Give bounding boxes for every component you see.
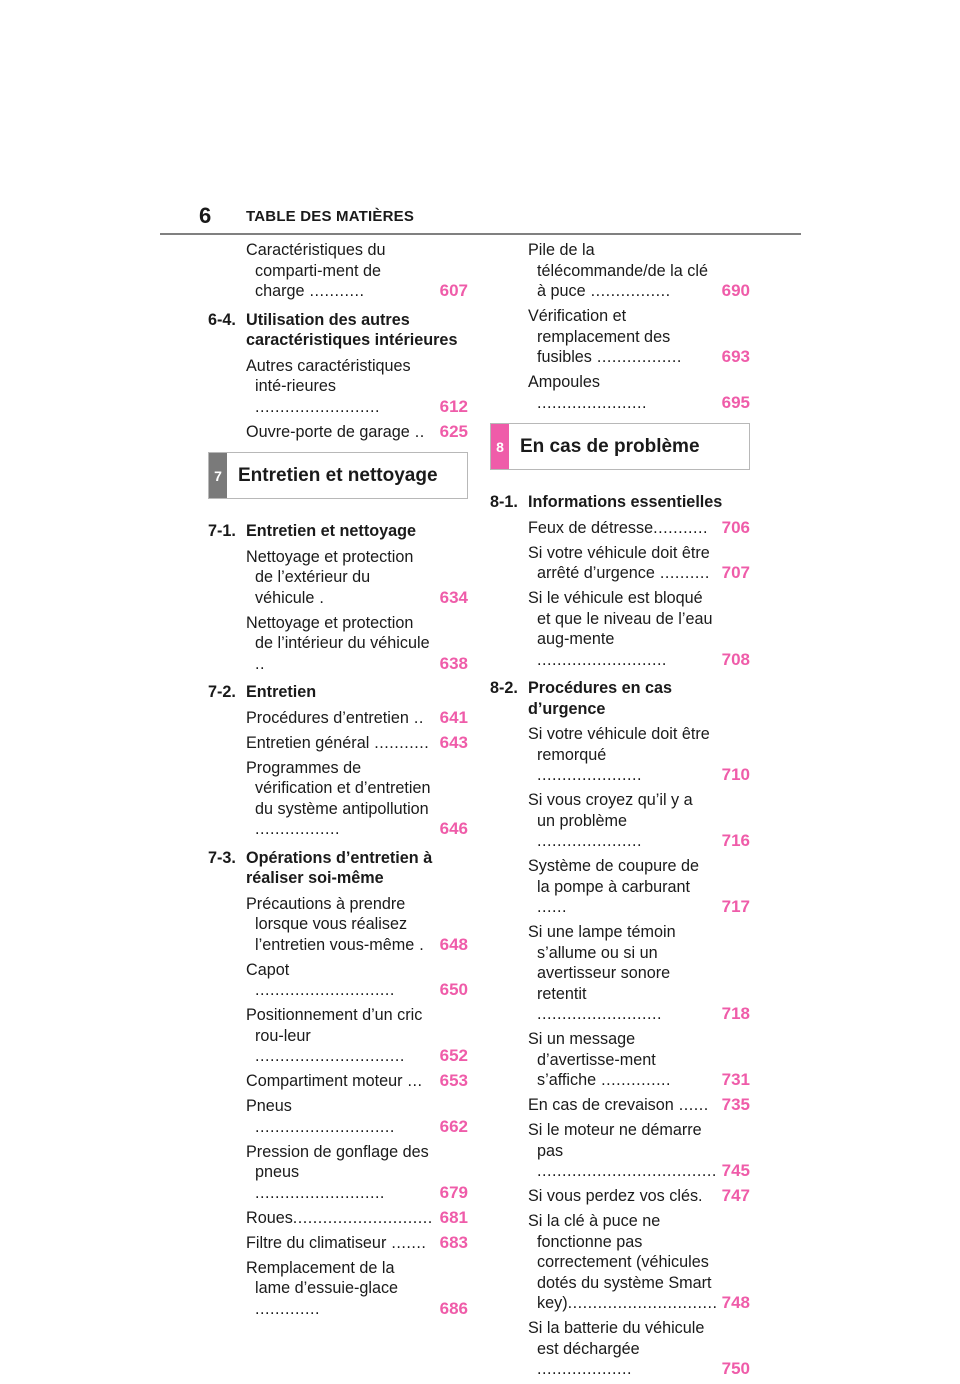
toc-leader-dots: .............................. <box>567 1294 718 1312</box>
page-title: TABLE DES MATIÈRES <box>246 208 415 225</box>
toc-leader-dots: .............................. <box>255 1047 405 1065</box>
toc-group-number: 8-1. <box>490 493 518 511</box>
toc-entry-label <box>246 1208 432 1229</box>
section-8-tab: 8 <box>491 424 509 469</box>
toc-entry-label <box>528 372 714 413</box>
toc-entry-label <box>528 306 714 368</box>
toc-entry-label <box>528 790 714 852</box>
toc-entry-text: Précautions à prendre lorsque vous réalisez l’entretien vous-même <box>246 894 415 954</box>
toc-entry-text: Programmes de vérification et d’entretien du système antipollution <box>246 758 431 818</box>
toc-page-link[interactable]: 652 <box>439 1046 468 1065</box>
toc-page-link[interactable]: 679 <box>439 1182 468 1202</box>
toc-page-link[interactable]: 612 <box>439 396 468 416</box>
toc-entry-label <box>528 1095 714 1116</box>
toc-leader-dots: ............................ <box>292 1208 433 1227</box>
toc-entry-label <box>528 1186 714 1207</box>
toc-entry-label <box>246 356 432 418</box>
toc-group-heading <box>490 492 750 513</box>
toc-entry-label <box>246 422 432 443</box>
toc-entry[interactable] <box>528 922 750 1025</box>
toc-entry-label <box>246 733 432 754</box>
toc-entry-label <box>528 856 714 918</box>
toc-entry-label <box>246 1142 432 1204</box>
toc-leader-dots: .. <box>408 708 424 727</box>
toc-group-6-4 <box>208 310 468 443</box>
toc-group-7-2 <box>208 682 468 840</box>
toc-leader-dots: ... <box>402 1072 423 1090</box>
toc-entry[interactable] <box>246 894 468 956</box>
toc-entry[interactable] <box>246 758 468 840</box>
toc-entry[interactable] <box>246 1096 468 1137</box>
toc-entry-text: Caractéristiques du comparti-ment de charge <box>246 241 386 300</box>
toc-entry-label <box>528 543 714 584</box>
toc-entry[interactable] <box>246 356 468 418</box>
toc-entry-text: Si le moteur ne démarre pas <box>528 1121 702 1160</box>
toc-entry-label <box>528 922 714 1025</box>
toc-entry-text: Si votre véhicule doit être remorqué <box>528 725 710 764</box>
toc-leader-dots: .. <box>409 422 425 441</box>
toc-entry[interactable] <box>528 1318 750 1380</box>
toc-leader-dots: ......................... <box>537 1005 662 1023</box>
toc-entry-list <box>490 240 750 413</box>
toc-entry-text: Pneus <box>246 1097 292 1115</box>
toc-entry[interactable] <box>528 724 750 786</box>
toc-entry[interactable] <box>528 372 750 413</box>
toc-group-title: Entretien et nettoyage <box>246 522 417 540</box>
toc-entry-text: Si vous croyez qu’il y a un problème <box>528 791 693 830</box>
toc-entry-text: Feux de détresse <box>528 518 654 537</box>
toc-group-heading <box>208 310 468 351</box>
toc-page-link[interactable]: 648 <box>439 934 468 954</box>
toc-leader-dots: ...................... <box>537 393 647 412</box>
toc-page-link[interactable]: 747 <box>721 1186 750 1205</box>
toc-leader-dots: ................. <box>255 820 340 838</box>
toc-entry-list <box>208 356 468 443</box>
toc-group-number: 7-1. <box>208 522 236 540</box>
toc-entry[interactable] <box>246 1142 468 1204</box>
toc-entry-text: Si la clé à puce ne fonctionne pas correctement (véhicules dotés du système Smart key) <box>528 1212 712 1312</box>
toc-entry[interactable] <box>246 960 468 1001</box>
toc-page-link[interactable]: 706 <box>721 517 750 537</box>
toc-page-link[interactable]: 634 <box>439 587 468 607</box>
toc-entry-label <box>528 1029 714 1091</box>
page-number: 6 <box>199 203 212 228</box>
toc-group-number: 6-4. <box>208 310 236 329</box>
section-7-banner[interactable] <box>208 452 468 499</box>
toc-entry[interactable] <box>528 1029 750 1091</box>
toc-entry-text: Roues <box>246 1208 293 1227</box>
toc-entry[interactable] <box>246 613 468 675</box>
toc-entry-list <box>490 518 750 671</box>
toc-entry-label <box>528 1318 714 1380</box>
toc-entry-text: Si un message d’avertisse-ment s’affiche <box>528 1030 656 1089</box>
toc-group-title: Entretien <box>246 683 317 701</box>
toc-leader-dots: ..................... <box>537 832 642 850</box>
toc-leader-dots: ....... <box>386 1233 427 1252</box>
toc-group-number: 8-2. <box>490 679 518 697</box>
toc-entry-text: Autres caractéristiques inté-rieures <box>246 356 411 395</box>
toc-leader-dots: . <box>314 588 325 607</box>
toc-page-link[interactable]: 650 <box>439 980 468 999</box>
toc-leader-dots: .......... <box>654 564 710 582</box>
toc-page-link[interactable]: 707 <box>721 563 750 582</box>
toc-leader-dots: ............................ <box>255 1117 395 1136</box>
toc-entry[interactable] <box>246 422 468 443</box>
toc-entry-label <box>246 1005 432 1067</box>
toc-entry[interactable] <box>246 1258 468 1320</box>
toc-leader-dots: ...... <box>673 1096 709 1114</box>
toc-page-link[interactable]: 718 <box>721 1004 750 1023</box>
toc-entry-text: Système de coupure de la pompe à carburant <box>528 857 699 896</box>
toc-entry[interactable] <box>528 790 750 852</box>
toc-column-left <box>208 240 468 1324</box>
toc-leader-dots: ................... <box>537 1360 632 1378</box>
toc-entry[interactable] <box>246 1005 468 1067</box>
toc-leader-dots: .................................... <box>537 1162 717 1180</box>
toc-page-link[interactable]: 748 <box>721 1293 750 1312</box>
toc-column-right <box>490 240 750 1384</box>
toc-entry[interactable] <box>246 1208 468 1229</box>
toc-entry[interactable] <box>246 1233 468 1254</box>
toc-entry[interactable] <box>246 547 468 609</box>
toc-page-link[interactable]: 607 <box>439 281 468 300</box>
toc-group-8-1 <box>490 492 750 670</box>
toc-entry[interactable] <box>528 1095 750 1116</box>
toc-entry-label <box>528 1211 718 1314</box>
toc-entry-label <box>246 1071 432 1092</box>
toc-entry[interactable] <box>528 588 750 670</box>
toc-entry-text: Filtre du climatiseur <box>246 1233 387 1252</box>
toc-entry-label <box>246 1096 432 1137</box>
toc-entry-list <box>208 240 468 302</box>
toc-entry-list <box>208 894 468 1320</box>
toc-entry-text: Ouvre-porte de garage <box>246 422 410 441</box>
toc-entry-text: Pile de la télécommande/de la clé à puce <box>528 241 708 300</box>
toc-entry[interactable] <box>246 708 468 729</box>
toc-entry[interactable] <box>528 1186 750 1207</box>
toc-page-link[interactable]: 716 <box>721 831 750 850</box>
toc-entry-label <box>246 547 432 609</box>
toc-leader-dots: . <box>414 935 425 954</box>
toc-entry-label <box>528 588 714 670</box>
toc-entry[interactable] <box>528 306 750 368</box>
toc-leader-dots: ..................... <box>537 766 642 784</box>
toc-page-link[interactable]: 750 <box>721 1359 750 1378</box>
toc-leader-dots: .. <box>255 654 265 673</box>
toc-entry-text: Vérification et remplacement des fusibles <box>528 307 671 366</box>
section-7-title: Entretien et nettoyage <box>238 464 438 486</box>
toc-group-number: 7-3. <box>208 848 236 867</box>
toc-page-link[interactable]: 708 <box>721 649 750 669</box>
toc-entry-list <box>490 724 750 1380</box>
section-8-title: En cas de problème <box>520 435 700 457</box>
toc-page-link[interactable]: 662 <box>439 1116 468 1136</box>
toc-entry-text: Ampoules <box>528 373 600 391</box>
toc-page-link[interactable]: 710 <box>721 765 750 784</box>
toc-entry-text: Si le véhicule est bloqué et que le niveau de l’eau aug-mente <box>528 589 713 648</box>
toc-page-link[interactable]: 731 <box>721 1070 750 1089</box>
toc-group-heading <box>208 848 468 889</box>
toc-entry-label <box>246 1233 432 1254</box>
toc-group-heading <box>490 678 750 719</box>
toc-entry[interactable] <box>246 733 468 754</box>
toc-page-link[interactable]: 735 <box>721 1095 750 1114</box>
toc-entry-text: Si une lampe témoin s’allume ou si un avertisseur sonore retentit <box>528 923 676 1003</box>
toc-entry-text: Entretien général <box>246 733 370 752</box>
toc-entry-text: Nettoyage et protection de l’extérieur du véhicule <box>246 547 414 607</box>
toc-entry[interactable] <box>246 1071 468 1092</box>
toc-page-link[interactable]: 681 <box>439 1207 468 1227</box>
section-8-banner[interactable] <box>490 423 750 470</box>
toc-page-link[interactable]: 653 <box>439 1071 468 1090</box>
toc-group-title: Informations essentielles <box>528 493 723 511</box>
toc-entry-label <box>246 960 432 1001</box>
toc-leader-dots: .......................... <box>537 650 667 669</box>
toc-leader-dots: ........... <box>304 282 365 300</box>
toc-entry-label <box>246 240 432 302</box>
toc-entry-text: Positionnement d’un cric rou-leur <box>246 1006 423 1045</box>
toc-page-link[interactable]: 686 <box>439 1298 468 1318</box>
toc-entry-text: Capot <box>246 960 290 979</box>
toc-group-8-2 <box>490 678 750 1380</box>
toc-entry-label <box>246 613 432 675</box>
toc-leader-dots: ........... <box>369 733 430 752</box>
toc-leader-dots: ......................... <box>255 397 380 416</box>
toc-entry-label <box>528 240 714 302</box>
toc-group-number: 7-2. <box>208 683 236 701</box>
toc-entry-text: Si vous perdez vos clés. <box>528 1187 703 1205</box>
toc-entry[interactable] <box>528 1211 750 1314</box>
toc-entry-label <box>246 1258 432 1320</box>
toc-entry-text: Nettoyage et protection de l’intérieur du véhicule <box>246 613 430 652</box>
toc-page-link[interactable]: 625 <box>439 421 468 441</box>
toc-leader-dots: ........... <box>653 518 709 537</box>
toc-page-link[interactable]: 638 <box>439 653 468 673</box>
toc-entry-label <box>246 894 432 956</box>
toc-entry-label <box>528 1120 717 1182</box>
toc-page-link[interactable]: 690 <box>721 281 750 300</box>
toc-leader-dots: ...... <box>537 898 567 916</box>
toc-entry-label <box>528 518 714 539</box>
toc-leader-dots: ................ <box>585 282 671 300</box>
section-7-tab: 7 <box>209 453 227 498</box>
toc-page-link[interactable]: 641 <box>439 707 468 727</box>
toc-page-link[interactable]: 643 <box>439 732 468 752</box>
toc-entry-list <box>208 708 468 840</box>
toc-entry-text: Si la batterie du véhicule est déchargée <box>528 1319 705 1358</box>
toc-page-link[interactable]: 745 <box>721 1161 750 1180</box>
toc-entry-text: Procédures d’entretien <box>246 708 409 727</box>
toc-group-heading <box>208 682 468 703</box>
toc-entry[interactable] <box>528 518 750 539</box>
toc-entry[interactable] <box>528 240 750 302</box>
toc-entry-text: En cas de crevaison <box>528 1096 674 1114</box>
header-divider <box>160 233 801 235</box>
toc-entry-text: Remplacement de la lame d’essuie-glace <box>246 1258 399 1297</box>
toc-entry[interactable] <box>528 856 750 918</box>
toc-page-link[interactable]: 693 <box>721 347 750 366</box>
toc-entry-list <box>208 547 468 675</box>
toc-entry-label <box>246 758 432 840</box>
toc-entry-label <box>246 708 432 729</box>
toc-page-link[interactable]: 646 <box>439 819 468 838</box>
toc-page-link[interactable]: 683 <box>439 1232 468 1252</box>
toc-group-title: Procédures en cas d’urgence <box>528 679 672 718</box>
toc-group-7-1 <box>208 521 468 674</box>
toc-entry-text: Si votre véhicule doit être arrêté d’urgence <box>528 543 710 582</box>
toc-entry-text: Compartiment moteur <box>246 1072 403 1090</box>
toc-group-title: Opérations d’entretien à réaliser soi-même <box>246 848 433 887</box>
toc-page-link[interactable]: 717 <box>721 897 750 916</box>
toc-leader-dots: ............. <box>255 1299 320 1318</box>
toc-entry[interactable] <box>246 240 468 302</box>
toc-leader-dots: ............................ <box>255 981 395 999</box>
toc-page-link[interactable]: 695 <box>721 392 750 412</box>
toc-entry-text: Pression de gonflage des pneus <box>246 1142 429 1181</box>
toc-entry[interactable] <box>528 1120 750 1182</box>
toc-leader-dots: .............. <box>596 1071 672 1089</box>
toc-entry-label <box>528 724 714 786</box>
toc-leader-dots: .......................... <box>255 1183 385 1202</box>
toc-group-7-3 <box>208 848 468 1320</box>
toc-group-title: Utilisation des autres caractéristiques intérieures <box>246 310 458 349</box>
toc-group-heading <box>208 521 468 542</box>
toc-entry[interactable] <box>528 543 750 584</box>
toc-leader-dots: ................. <box>591 348 682 366</box>
